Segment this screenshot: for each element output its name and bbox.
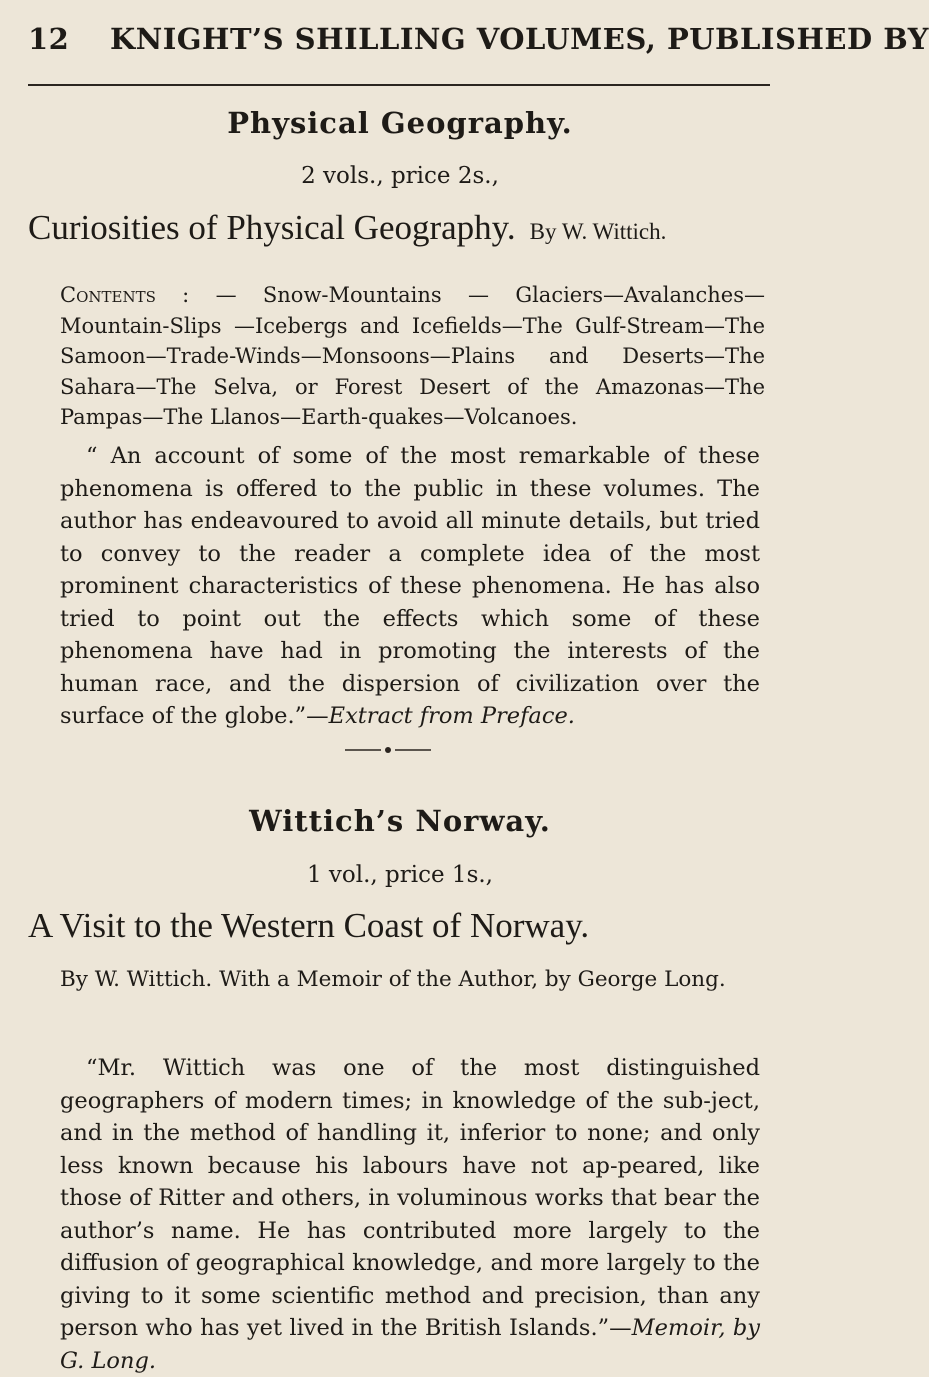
section-heading-physical-geography: Physical Geography.: [227, 106, 573, 140]
volume-price-norway: 1 vol., price 1s.,: [306, 862, 493, 888]
memoir-quote-text: “Mr. Wittich was one of the most distinguished geographers of modern times; in knowledge of the sub-ject, and in the method of handling it, inferior to none; and only less known because his labours have not ap-peared, like those of Ritter and others, in voluminous works that bear the author’s name. He has contributed more largely to the diffusion of geographical knowledge, and more largely to the giving to it some scientific method and precision, than any person who has yet lived in the British Islands.”—: [60, 1055, 760, 1341]
section-heading-wittichs-norway: Wittich’s Norway.: [249, 804, 551, 838]
book-byline: By W. Wittich.: [529, 219, 667, 244]
memoir-citation: Memoir, by G. Long.: [60, 1315, 760, 1374]
running-title: KNIGHT’S SHILLING VOLUMES, PUBLISHED BY: [110, 22, 929, 56]
header-rule: [28, 84, 770, 86]
preface-quote-text: “ An account of some of the most remarkable of these phenomena is offered to the public in these volumes. The author has endeavoured to avoid all minute details, but tried to convey to the reader a complete idea of the most prominent characteristics of these phenomena. He has also tried to point out the effects which some of these phenomena have had in promoting the interests of the human race, and the dispersion of civilization over the surface of the globe.”—: [60, 443, 760, 729]
contents-paragraph: [60, 280, 765, 433]
book-title-curiosities: [28, 208, 788, 248]
page-number: 12: [28, 22, 70, 56]
ornament-divider: [343, 746, 433, 754]
book-title-norway: A Visit to the Western Coast of Norway.: [28, 906, 590, 945]
contents-label: Contents :: [60, 283, 190, 307]
preface-citation: Extract from Preface.: [328, 703, 575, 729]
volume-price-physical-geography: 2 vols., price 2s.,: [301, 163, 499, 189]
preface-quote: [60, 440, 760, 733]
memoir-quote: [60, 1052, 760, 1377]
book-title-text: Curiosities of Physical Geography.: [28, 208, 516, 247]
running-header: [28, 22, 929, 56]
norway-byline: By W. Wittich. With a Memoir of the Author, by George Long.: [60, 967, 726, 992]
contents-text: — Snow-Mountains — Glaciers—Avalanches—Mountain-Slips —Icebergs and Icefields—The Gulf-Stream—The Samoon—Trade-Winds—Monsoons—Plains and Deserts—The Sahara—The Selva, or Forest Desert of the Amazonas—The Pampas—The Llanos—Earth-quakes—Volcanoes.: [60, 283, 765, 429]
